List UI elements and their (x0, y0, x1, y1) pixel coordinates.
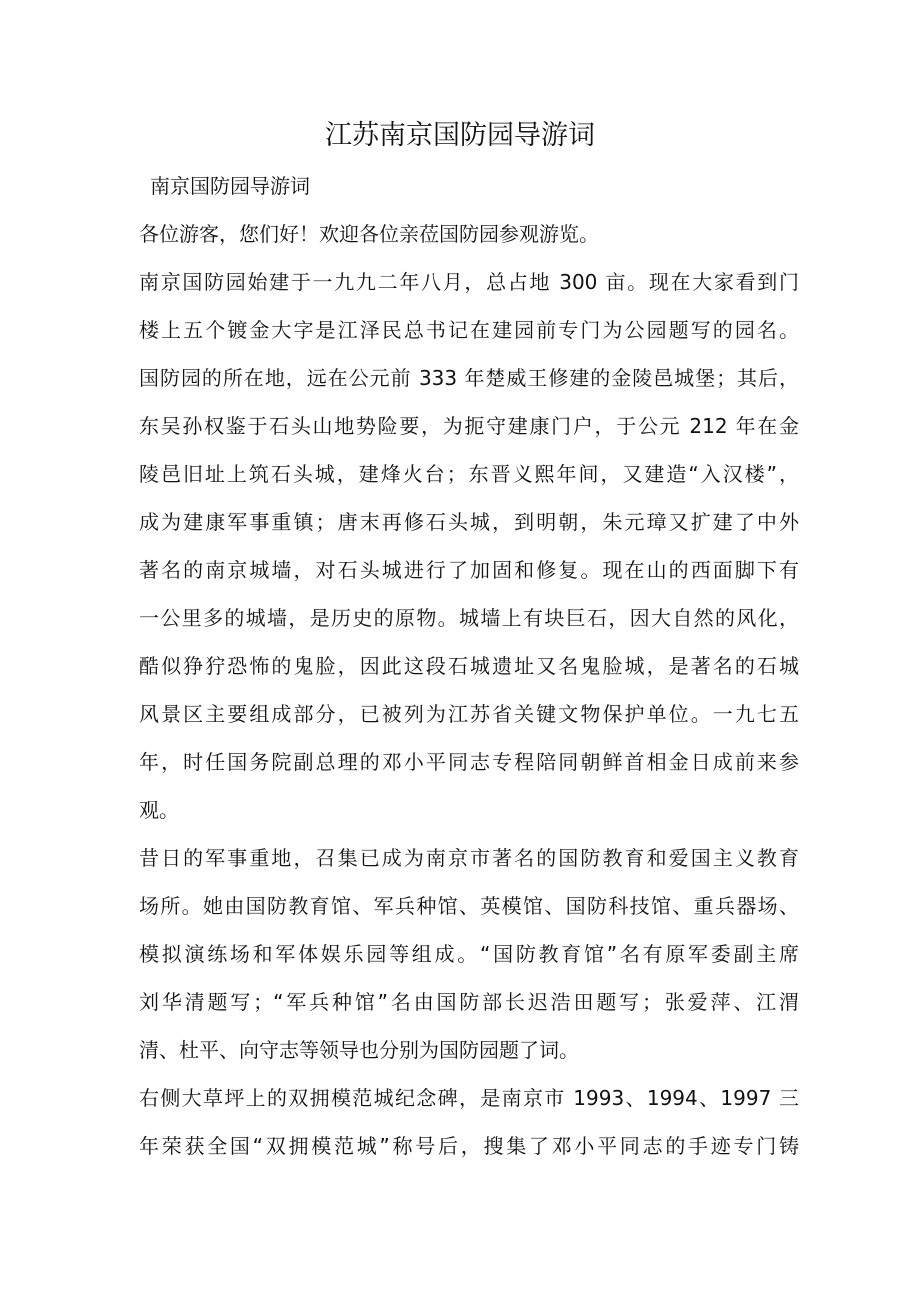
text-line: 年，时任国务院副总理的邓小平同志专程陪同朝鲜首相金日成前来参 (139, 750, 799, 774)
text-line: 刘华清题写；“军兵种馆”名由国防部长迟浩田题写；张爱萍、江渭 (139, 990, 799, 1014)
text-line: 清、杜平、向守志等领导也分别为国防园题了词。 (139, 1038, 579, 1062)
document-subtitle: 南京国防园导游词 (150, 174, 310, 198)
text-line: 成为建康军事重镇；唐末再修石头城，到明朝，朱元璋又扩建了中外 (139, 510, 799, 534)
text-line: 东吴孙权鉴于石头山地势险要，为扼守建康门户，于公元 212 年在金 (139, 414, 799, 438)
text-line: 风景区主要组成部分，已被列为江苏省关键文物保护单位。一九七五 (139, 702, 799, 726)
text-line: 模拟演练场和军体娱乐园等组成。“国防教育馆”名有原军委副主席 (139, 942, 799, 966)
text-line: 右侧大草坪上的双拥模范城纪念碑，是南京市 1993、1994、1997 三 (139, 1086, 799, 1110)
text-line: 各位游客，您们好！欢迎各位亲莅国防园参观游览。 (139, 222, 599, 246)
text-line: 一公里多的城墙，是历史的原物。城墙上有块巨石，因大自然的风化， (139, 606, 799, 630)
text-line: 观。 (139, 798, 179, 822)
text-line: 著名的南京城墙，对石头城进行了加固和修复。现在山的西面脚下有 (139, 558, 799, 582)
text-line: 南京国防园始建于一九九二年八月，总占地 300 亩。现在大家看到门 (139, 270, 799, 294)
document-body (139, 210, 799, 1170)
text-line: 楼上五个镀金大字是江泽民总书记在建园前专门为公园题写的园名。 (139, 318, 799, 342)
text-line: 国防园的所在地，远在公元前 333 年楚威王修建的金陵邑城堡；其后， (139, 366, 799, 390)
text-line: 陵邑旧址上筑石头城，建烽火台；东晋义熙年间，又建造“入汉楼”， (139, 462, 799, 486)
text-line: 昔日的军事重地，召集已成为南京市著名的国防教育和爱国主义教育 (139, 846, 799, 870)
document-title: 江苏南京国防园导游词 (325, 120, 595, 151)
text-line: 场所。她由国防教育馆、军兵种馆、英模馆、国防科技馆、重兵器场、 (139, 894, 799, 918)
text-line: 年荣获全国“双拥模范城”称号后，搜集了邓小平同志的手迹专门铸 (139, 1134, 799, 1158)
text-line: 酷似狰狞恐怖的鬼脸，因此这段石城遗址又名鬼脸城，是著名的石城 (139, 654, 799, 678)
